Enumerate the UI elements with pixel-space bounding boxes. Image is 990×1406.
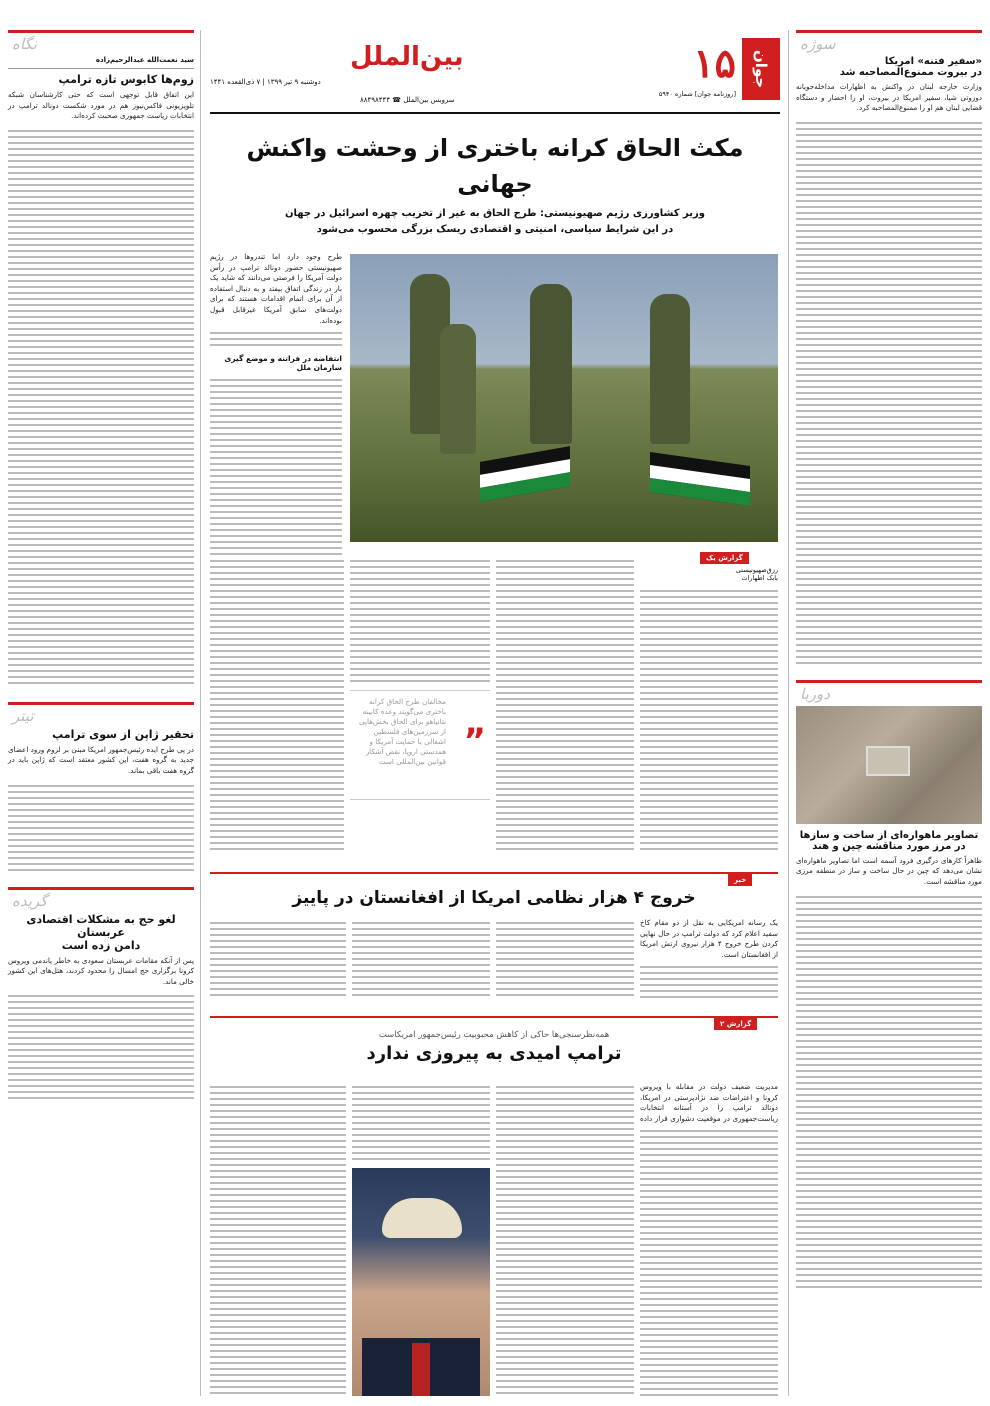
section-header-selected (8, 887, 194, 910)
section-number: ۱۵ (693, 40, 736, 87)
main-subhead-2: در این شرایط سیاسی، امنیتی و اقتصادی ریسک بزرگی محسوب می‌شود (316, 224, 674, 235)
section-header-title (8, 702, 194, 725)
article-lead: وزارت خارجه لبنان در واکنش به اظهارات مداخله‌جویانه دوروتی شیا، سفیر امریکا در بیروت، او را احضار و دستگاه قضایی لبنان هم او را ممنوع‌المصاحبه کرد. (796, 82, 982, 113)
article-title: «سفیر فتنه» امریکا (884, 56, 982, 67)
masthead (210, 38, 780, 118)
quote-text: مخالفان طرح الحاق کرانه باختری می‌گویند وعده کابینه نتانیاهو برای الحاق بخش‌هایی از سرزمین‌های فلسطین اشغالی با حمایت آمریکا و همدستی اروپا، نقض آشکار قوانین بین‌المللی است (358, 697, 446, 766)
section-header-view (8, 30, 194, 53)
article-lead: در پی طرح ایده رئیس‌جمهور امریکا مبنی بر لزوم ورود اعضای جدید به گروه هفت، این کشور معتقد است که ژاپن باید در گروه هفت باقی بماند. (8, 744, 194, 775)
right-column (796, 30, 982, 1292)
editor-line: سرویس بین‌الملل ☎ ۸۸۴۹۸۴۴۴ (360, 96, 455, 104)
report-tag-2: گزارش ۲ (714, 1018, 757, 1030)
photo-title: تصاویر ماهواره‌ای از ساخت و سازها (799, 829, 979, 841)
article-body (796, 118, 982, 666)
trump-lead: مدیریت ضعیف دولت در مقابله با ویروس کرونا و اعتراضات ضد نژادپرستی در امریکا، دونالد ترامپ را در آستانه انتخابات ریاست‌جمهوری در موقعیت دشواری قرار داده (640, 1082, 778, 1123)
trump-kicker: همه‌نظرسنجی‌ها حاکی از کاهش محبوبیت رئیس‌جمهور امریکاست (378, 1030, 610, 1040)
trump-headline: ترامپ امیدی به پیروزی ندارد (366, 1043, 622, 1064)
article-title-line2: در بیروت ممنوع‌المصاحبه شد (839, 67, 982, 78)
section-label: نگاه (12, 35, 37, 53)
article-title: زوم‌ها کابوس تازه ترامپ (58, 73, 194, 86)
article-body (8, 781, 194, 871)
afghan-headline: خروج ۴ هزار نظامی امریکا از افغانستان در پاییز (292, 888, 696, 908)
photo-body (796, 892, 982, 1292)
report-tag: گزارش یک (700, 552, 749, 564)
section-header-camera (796, 680, 982, 703)
photo-lead: ظاهراً کارهای درگیری فرود آسمه است اما تصاویر ماهواره‌ای نشان می‌دهد که چین در حال ساخت و ساز در منطقه مرزی مورد مناقشه است. (796, 855, 982, 886)
subsection-title: انتفاضه در فراتنه و موضع گیری سازمان ملل (224, 354, 342, 373)
main-subhead: وزیر کشاورزی رژیم صهیونیستی: طرح الحاق به غیر از تخریب چهره اسرائیل در جهان (285, 208, 705, 219)
article-title: تحقیر ژاپن از سوی ترامپ (52, 727, 194, 741)
news-tag: خبر (728, 874, 752, 886)
intro-text: طرح وجود دارد اما تندروها در رژیم صهیونیستی حضور دونالد ترامپ در رأس دولت آمریکا را فرصتی می‌دانند که شاید یک بار در زندگی اتفاق بیفتد و به دنبال استفاده از آن برای اتمام اقدامات هستند که برای دولت‌های سابق آمریکا غیرقابل قبول بوده‌اند. (210, 252, 342, 325)
section-header-subject (796, 30, 982, 53)
article-lead: پس از آنکه مقامات عربستان سعودی به خاطر پاندمی ویروس کرونا برگزاری حج امسال را محدود کردند، هتل‌های این کشور خالی ماند. (8, 955, 194, 986)
article-body (8, 126, 194, 686)
author-line: سید نعمت‌الله عبدالرحیم‌زاده (95, 56, 194, 64)
satellite-photo (796, 706, 982, 824)
article-title: لغو حج به مشکلات اقتصادی عربستان (26, 912, 176, 939)
section-label: سوژه (800, 35, 836, 53)
date-line: دوشنبه ۹ تیر ۱۳۹۹ | ۷ ذی‌القعده ۱۴۴۱ (210, 78, 321, 86)
article-lead: این اتفاق قابل توجهی است که حتی کارشناسان شبکه تلویزیونی فاکس‌نیوز هم در مورد شکست دونالد ترامپ در انتخابات ریاست جمهوری صحبت کرده‌اند. (8, 90, 194, 121)
article-title-line2: دامن زده است (61, 938, 141, 952)
logo: جوان (742, 38, 780, 100)
photo-title-line2: در مرز مورد مناقشه چین و هند (812, 840, 966, 852)
main-header (210, 130, 780, 238)
section-label: تیتر (12, 706, 34, 725)
pull-quote (350, 690, 490, 800)
left-column (8, 30, 194, 1101)
quote-mark-icon: ” (463, 721, 486, 761)
byline: رزق‌صهیونیستی بابک اظهارات (735, 566, 778, 582)
issue-meta: [روزنامه جوان] شماره ۵۹۴۰ (658, 90, 736, 98)
section-label: دوربا (800, 684, 830, 703)
section-title: بین‌الملل (350, 42, 464, 72)
section-label: گریده (12, 891, 48, 910)
article-body (8, 991, 194, 1101)
main-headline: مکث الحاق کرانه باختری از وحشت واکنش جهانی (246, 134, 744, 198)
trump-photo (352, 1168, 490, 1396)
main-photo (350, 254, 778, 542)
afghan-lead: یک رسانه امریکایی به نقل از دو مقام کاخ سفید اعلام کرد که دولت ترامپ در حال نهایی کردن طرح خروج ۴ هزار نیروی ارتش امریکا از افغانستان است. (640, 918, 778, 959)
